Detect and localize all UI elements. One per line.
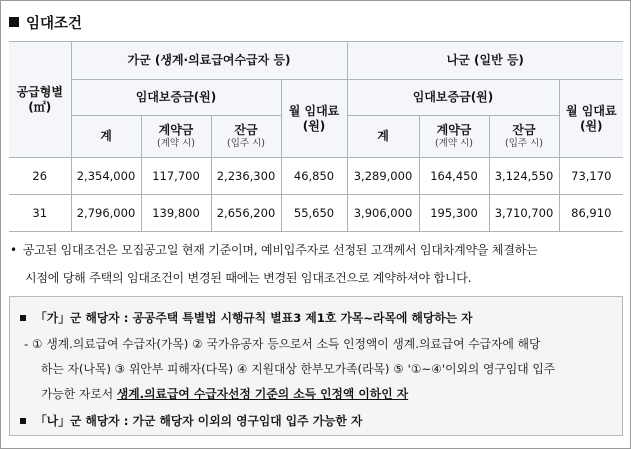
ga-balance-cell: 2,656,200 <box>211 195 281 232</box>
na-total-header: 계 <box>347 116 419 158</box>
square-bullet-icon <box>20 315 26 321</box>
na-balance-label: 잔금 <box>512 123 536 138</box>
ga-contract-cell: 117,700 <box>141 158 211 195</box>
na-monthly-rent-header <box>559 80 623 158</box>
notice-text-1: 공고된 임대조건은 모집공고일 현재 기준이며, 예비입주자로 선정된 고객께서 임대차계약을 체결하는 <box>22 243 538 257</box>
ga-contract-cell: 139,800 <box>141 195 211 232</box>
section-title <box>9 11 82 33</box>
na-rent-cell: 73,170 <box>559 158 623 195</box>
table-row <box>9 195 623 232</box>
square-bullet-icon <box>9 17 19 27</box>
ga-contract-header <box>141 116 211 158</box>
eligibility-box <box>9 296 623 436</box>
na-contract-sub: (계약 시) <box>435 138 473 150</box>
ga-total-cell: 2,796,000 <box>71 195 141 232</box>
na-contract-cell: 195,300 <box>419 195 489 232</box>
na-deposit-header: 임대보증금(원) <box>347 80 559 116</box>
eligibility-item-ga <box>20 309 473 326</box>
group-ga-header: 가군 (생계·의료급여수급자 등) <box>71 42 347 80</box>
na-total-cell: 3,289,000 <box>347 158 419 195</box>
eligibility-item-na <box>20 412 362 429</box>
ga-contract-label: 계약금 <box>158 123 194 138</box>
supply-type-header <box>9 42 71 158</box>
income-criteria-emphasis: 생계.의료급여 수급자선정 기준의 소득 인정액 이하인 자 <box>116 387 409 401</box>
ga-monthly-rent-label: 월 임대료 <box>288 103 340 118</box>
rent-conditions-table <box>9 41 623 232</box>
ga-total-header: 계 <box>71 116 141 158</box>
group-na-header: 나군 (일반 등) <box>347 42 623 80</box>
supply-type-label: 공급형별 <box>16 84 63 99</box>
na-contract-cell: 164,450 <box>419 158 489 195</box>
row-type-cell: 31 <box>9 195 71 232</box>
ga-balance-cell: 2,236,300 <box>211 158 281 195</box>
table-row <box>9 158 623 195</box>
supply-type-unit: (㎡) <box>28 99 52 114</box>
ga-balance-header <box>211 116 281 158</box>
section-title-text: 임대조건 <box>26 15 83 32</box>
ga-monthly-rent-header <box>281 80 347 158</box>
ga-deposit-header: 임대보증금(원) <box>71 80 281 116</box>
row-type-cell: 26 <box>9 158 71 195</box>
ga-balance-label: 잔금 <box>234 123 258 138</box>
eligibility-item-ga-text: 「가」군 해당자 : 공공주택 특별법 시행규칙 별표3 제1호 가목~라목에 해당하는 자 <box>35 311 473 325</box>
na-monthly-rent-label: 월 임대료 <box>566 103 617 118</box>
ga-total-cell: 2,354,000 <box>71 158 141 195</box>
na-balance-cell: 3,710,700 <box>489 195 559 232</box>
eligibility-detail-line-2: 하는 자(나목) ③ 위안부 피해자(다목) ④ 지원대상 한부모가족(라목) ⑤ '①~④'이외의 영구임대 입주 <box>41 362 556 376</box>
eligibility-item-na-text: 「나」군 해당자 : 가군 해당자 이외의 영구임대 입주 가능한 자 <box>35 414 363 428</box>
bullet-dot-icon: • <box>10 243 17 257</box>
na-total-cell: 3,906,000 <box>347 195 419 232</box>
notice-line-1 <box>10 236 622 264</box>
notice-paragraph <box>10 236 622 292</box>
notice-line-2: 시점에 당해 주택의 임대조건이 변경된 때에는 변경된 임대조건으로 계약하셔야 합니다. <box>25 271 472 285</box>
na-rent-cell: 86,910 <box>559 195 623 232</box>
na-contract-header <box>419 116 489 158</box>
eligibility-detail-line-3 <box>41 385 408 402</box>
square-bullet-icon <box>20 418 26 424</box>
ga-balance-sub: (입주 시) <box>227 138 265 150</box>
na-balance-header <box>489 116 559 158</box>
eligibility-detail-line-1: - ① 생계.의료급여 수급자(가목) ② 국가유공자 등으로서 소득 인정액이 생계.의료급여 수급자에 해당 <box>24 337 541 351</box>
ga-rent-cell: 55,650 <box>281 195 347 232</box>
eligibility-detail-line-3-text: 가능한 자로서 <box>41 387 117 401</box>
na-balance-cell: 3,124,550 <box>489 158 559 195</box>
na-balance-sub: (입주 시) <box>505 138 543 150</box>
ga-rent-cell: 46,850 <box>281 158 347 195</box>
ga-monthly-rent-unit: (원) <box>302 118 326 133</box>
na-contract-label: 계약금 <box>436 123 472 138</box>
ga-contract-sub: (계약 시) <box>157 138 195 150</box>
na-monthly-rent-unit: (원) <box>579 118 603 133</box>
